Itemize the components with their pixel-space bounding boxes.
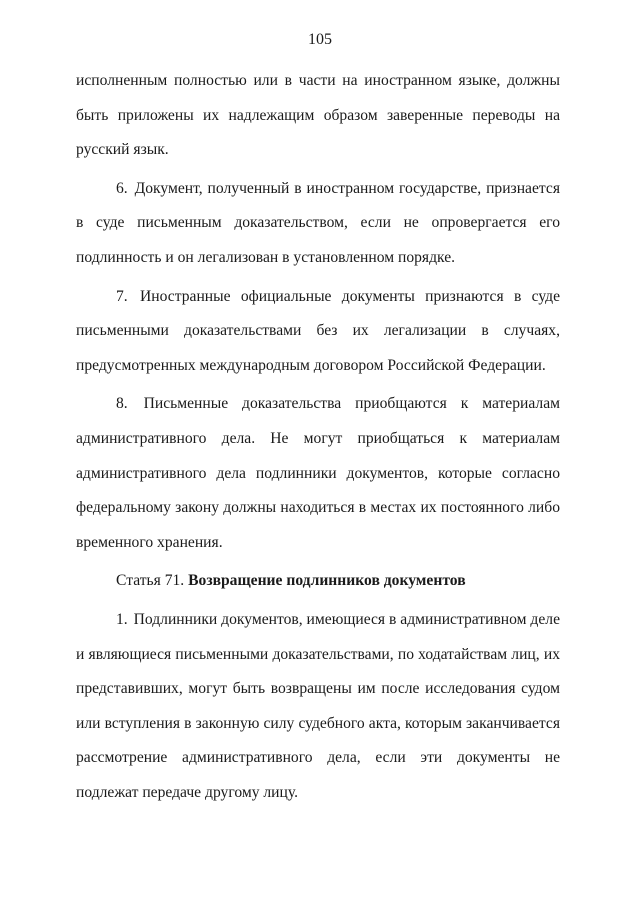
paragraph-7 (76, 280, 560, 384)
paragraph-text: Документ, полученный в иностранном государстве, признается в суде письменным доказательством, если не опровергается его подлинность и он легализован в установленном порядке. (76, 179, 560, 266)
article-label: Статья 71. (116, 572, 185, 590)
paragraph-text: Письменные доказательства приобщаются к материалам административного дела. Не могут приобщаться к материалам административного дела подлинники документов, которые согласно федеральному закону должны находиться в местах их постоянного либо временного хранения. (76, 395, 560, 551)
paragraph-number: 8. (116, 395, 128, 413)
document-body (76, 64, 560, 810)
article-title: Возвращение подлинников документов (188, 572, 466, 590)
paragraph-text: исполненным полностью или в части на иностранном языке, должны быть приложены их надлежащим образом заверенные переводы на русский язык. (76, 72, 560, 159)
paragraph-8 (76, 387, 560, 560)
paragraph-number: 6. (116, 179, 128, 197)
article-paragraph-1 (76, 603, 560, 811)
paragraph-number: 7. (116, 287, 128, 305)
paragraph-number: 1. (116, 610, 128, 628)
paragraph-text: Подлинники документов, имеющиеся в административном деле и являющиеся письменными доказательствами, по ходатайствам лиц, их представивших, могут быть возвращены им после исследования судом или вступления в законную силу судебного акта, которым заканчивается рассмотрение административного дела, если эти документы не подлежат передаче другому лицу. (76, 610, 560, 801)
paragraph-6 (76, 172, 560, 276)
paragraph-continuation (76, 64, 560, 168)
page-number: 105 (308, 31, 332, 48)
article-heading (76, 564, 560, 599)
paragraph-text: Иностранные официальные документы признаются в суде письменными доказательствами без их легализации в случаях, предусмотренных международным договором Российской Федерации. (76, 287, 560, 374)
